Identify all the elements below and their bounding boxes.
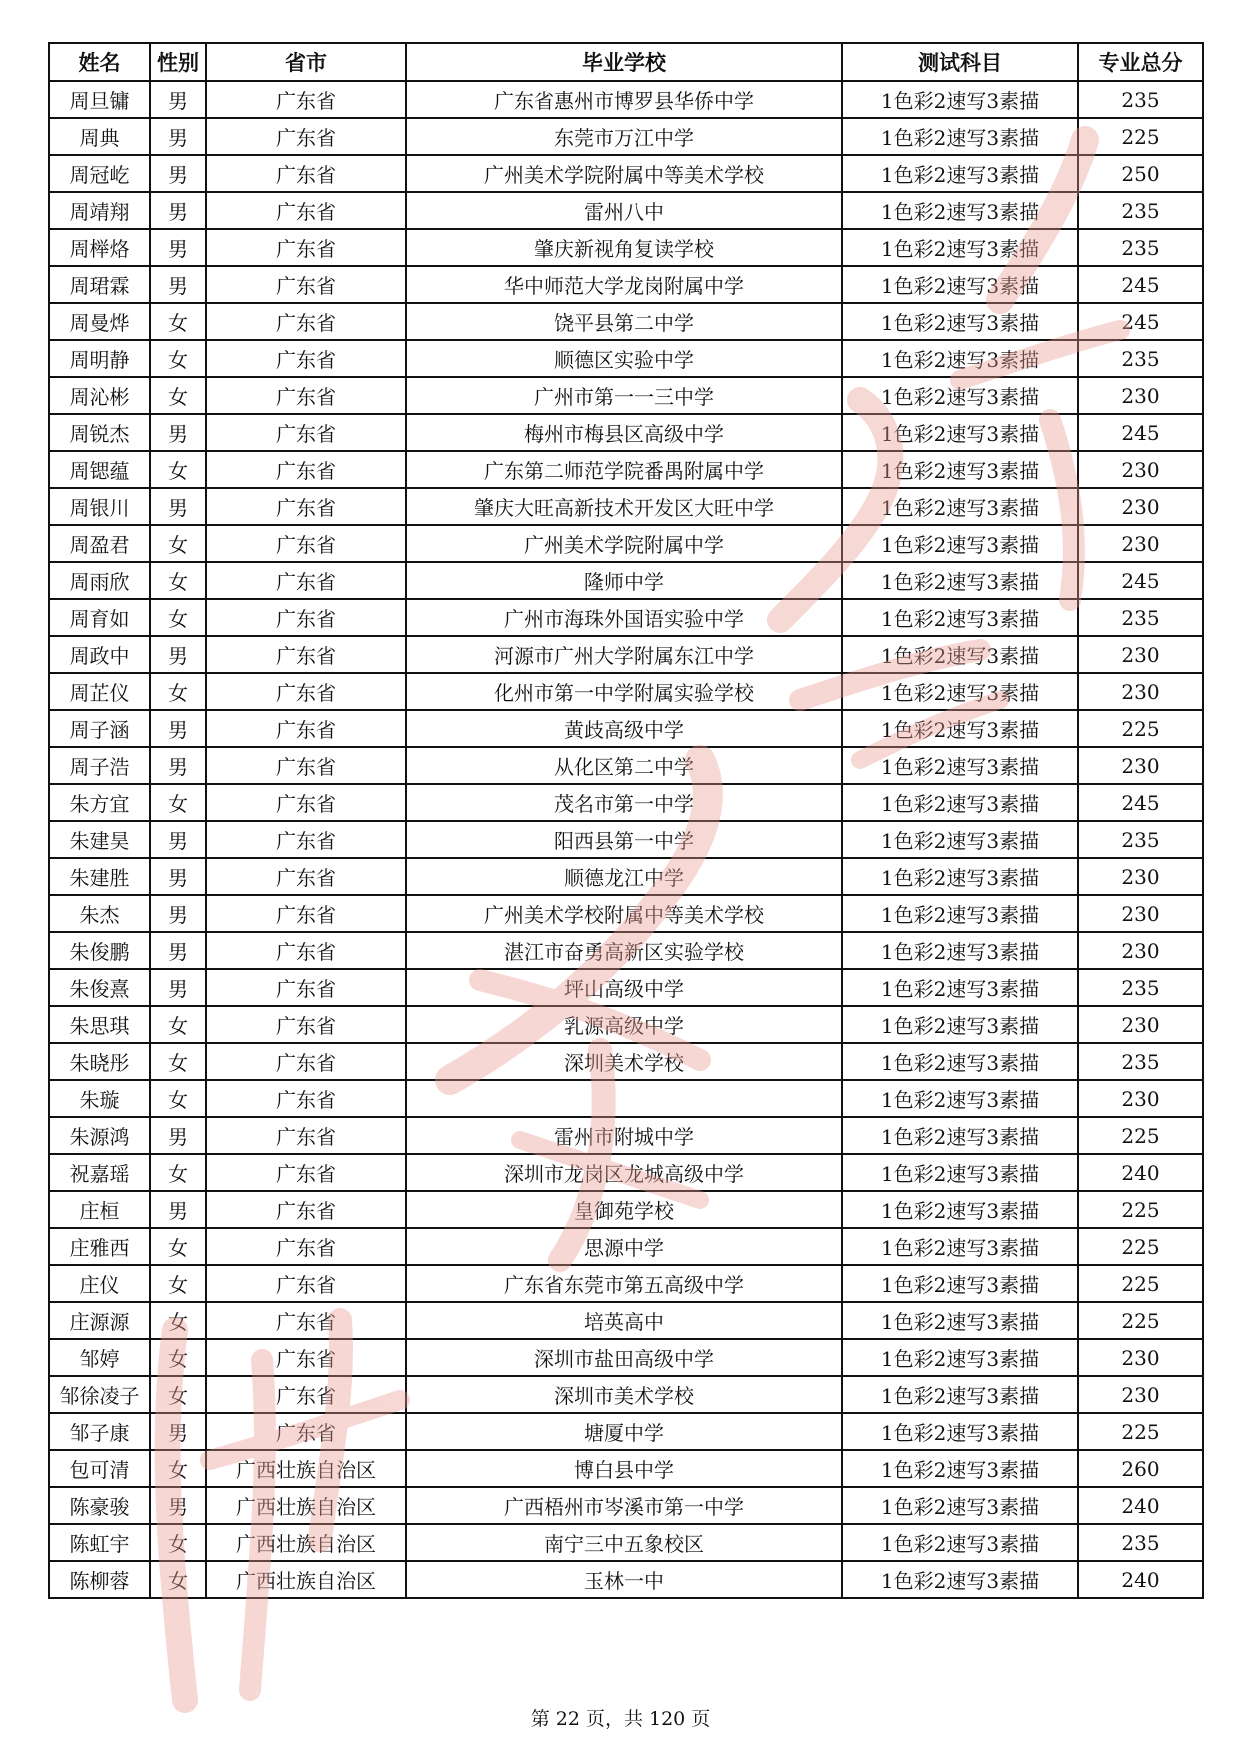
cell-name: 周曼烨 xyxy=(49,303,150,340)
table-row xyxy=(49,118,1203,155)
cell-subjects: 1色彩2速写3素描 xyxy=(842,895,1078,932)
cell-school: 肇庆新视角复读学校 xyxy=(406,229,842,266)
cell-province: 广东省 xyxy=(206,1302,406,1339)
cell-province: 广东省 xyxy=(206,562,406,599)
cell-province: 广东省 xyxy=(206,1080,406,1117)
cell-total-score: 230 xyxy=(1078,747,1203,784)
cell-gender: 女 xyxy=(150,1376,206,1413)
table-row xyxy=(49,525,1203,562)
cell-province: 广西壮族自治区 xyxy=(206,1487,406,1524)
cell-name: 陈虹宇 xyxy=(49,1524,150,1561)
cell-gender: 女 xyxy=(150,1450,206,1487)
cell-subjects: 1色彩2速写3素描 xyxy=(842,562,1078,599)
cell-name: 周旦镛 xyxy=(49,81,150,118)
table-row xyxy=(49,747,1203,784)
cell-total-score: 235 xyxy=(1078,1043,1203,1080)
cell-name: 朱源鸿 xyxy=(49,1117,150,1154)
cell-name: 周银川 xyxy=(49,488,150,525)
cell-school: 广州美术学院附属中学 xyxy=(406,525,842,562)
cell-name: 朱方宜 xyxy=(49,784,150,821)
cell-name: 庄仪 xyxy=(49,1265,150,1302)
table-row xyxy=(49,1524,1203,1561)
cell-school: 阳西县第一中学 xyxy=(406,821,842,858)
cell-total-score: 225 xyxy=(1078,1228,1203,1265)
table-row xyxy=(49,303,1203,340)
cell-school: 广西梧州市岑溪市第一中学 xyxy=(406,1487,842,1524)
cell-gender: 女 xyxy=(150,1265,206,1302)
cell-province: 广东省 xyxy=(206,858,406,895)
cell-gender: 女 xyxy=(150,784,206,821)
cell-gender: 女 xyxy=(150,303,206,340)
cell-subjects: 1色彩2速写3素描 xyxy=(842,1450,1078,1487)
cell-name: 周冠屹 xyxy=(49,155,150,192)
table-row xyxy=(49,1413,1203,1450)
cell-name: 周育如 xyxy=(49,599,150,636)
cell-name: 周典 xyxy=(49,118,150,155)
cell-school: 茂名市第一中学 xyxy=(406,784,842,821)
cell-gender: 男 xyxy=(150,710,206,747)
cell-name: 朱思琪 xyxy=(49,1006,150,1043)
cell-name: 周雨欣 xyxy=(49,562,150,599)
cell-gender: 男 xyxy=(150,266,206,303)
cell-school: 东莞市万江中学 xyxy=(406,118,842,155)
cell-province: 广东省 xyxy=(206,229,406,266)
cell-gender: 女 xyxy=(150,1154,206,1191)
cell-subjects: 1色彩2速写3素描 xyxy=(842,1191,1078,1228)
cell-gender: 男 xyxy=(150,229,206,266)
cell-school: 河源市广州大学附属东江中学 xyxy=(406,636,842,673)
cell-subjects: 1色彩2速写3素描 xyxy=(842,932,1078,969)
cell-total-score: 240 xyxy=(1078,1154,1203,1191)
cell-gender: 男 xyxy=(150,1191,206,1228)
cell-school: 深圳市美术学校 xyxy=(406,1376,842,1413)
cell-province: 广东省 xyxy=(206,488,406,525)
cell-gender: 男 xyxy=(150,747,206,784)
cell-total-score: 230 xyxy=(1078,858,1203,895)
table-row xyxy=(49,821,1203,858)
cell-subjects: 1色彩2速写3素描 xyxy=(842,1524,1078,1561)
cell-school: 坪山高级中学 xyxy=(406,969,842,1006)
cell-name: 周锶蕴 xyxy=(49,451,150,488)
cell-subjects: 1色彩2速写3素描 xyxy=(842,673,1078,710)
cell-total-score: 230 xyxy=(1078,932,1203,969)
cell-school: 广东省东莞市第五高级中学 xyxy=(406,1265,842,1302)
cell-gender: 女 xyxy=(150,1043,206,1080)
cell-total-score: 240 xyxy=(1078,1487,1203,1524)
cell-gender: 女 xyxy=(150,1006,206,1043)
cell-gender: 男 xyxy=(150,488,206,525)
cell-subjects: 1色彩2速写3素描 xyxy=(842,118,1078,155)
cell-subjects: 1色彩2速写3素描 xyxy=(842,1487,1078,1524)
cell-school: 广州美术学校附属中等美术学校 xyxy=(406,895,842,932)
cell-gender: 女 xyxy=(150,1339,206,1376)
cell-total-score: 230 xyxy=(1078,1080,1203,1117)
cell-name: 邹婷 xyxy=(49,1339,150,1376)
cell-school: 黄歧高级中学 xyxy=(406,710,842,747)
cell-name: 周珺霖 xyxy=(49,266,150,303)
table-body xyxy=(49,81,1203,1598)
table-row xyxy=(49,155,1203,192)
cell-school: 梅州市梅县区高级中学 xyxy=(406,414,842,451)
cell-subjects: 1色彩2速写3素描 xyxy=(842,229,1078,266)
cell-school: 深圳市龙岗区龙城高级中学 xyxy=(406,1154,842,1191)
cell-name: 周政中 xyxy=(49,636,150,673)
table-row xyxy=(49,377,1203,414)
cell-total-score: 225 xyxy=(1078,1302,1203,1339)
table-row xyxy=(49,710,1203,747)
cell-name: 周盈君 xyxy=(49,525,150,562)
cell-total-score: 235 xyxy=(1078,81,1203,118)
cell-school: 化州市第一中学附属实验学校 xyxy=(406,673,842,710)
cell-province: 广东省 xyxy=(206,969,406,1006)
cell-total-score: 230 xyxy=(1078,488,1203,525)
cell-province: 广东省 xyxy=(206,525,406,562)
cell-total-score: 250 xyxy=(1078,155,1203,192)
cell-school: 顺德区实验中学 xyxy=(406,340,842,377)
cell-gender: 女 xyxy=(150,1228,206,1265)
cell-name: 周明静 xyxy=(49,340,150,377)
cell-total-score: 225 xyxy=(1078,118,1203,155)
cell-province: 广东省 xyxy=(206,1043,406,1080)
cell-subjects: 1色彩2速写3素描 xyxy=(842,1302,1078,1339)
cell-gender: 男 xyxy=(150,858,206,895)
cell-total-score: 225 xyxy=(1078,1265,1203,1302)
cell-total-score: 230 xyxy=(1078,1376,1203,1413)
cell-gender: 女 xyxy=(150,1080,206,1117)
cell-school: 广东省惠州市博罗县华侨中学 xyxy=(406,81,842,118)
cell-subjects: 1色彩2速写3素描 xyxy=(842,858,1078,895)
cell-gender: 男 xyxy=(150,81,206,118)
cell-subjects: 1色彩2速写3素描 xyxy=(842,525,1078,562)
cell-school: 雷州八中 xyxy=(406,192,842,229)
cell-province: 广西壮族自治区 xyxy=(206,1524,406,1561)
table-row xyxy=(49,192,1203,229)
cell-subjects: 1色彩2速写3素描 xyxy=(842,1080,1078,1117)
cell-total-score: 245 xyxy=(1078,414,1203,451)
cell-total-score: 230 xyxy=(1078,1339,1203,1376)
cell-total-score: 235 xyxy=(1078,1524,1203,1561)
cell-province: 广东省 xyxy=(206,1413,406,1450)
cell-subjects: 1色彩2速写3素描 xyxy=(842,303,1078,340)
table-row xyxy=(49,636,1203,673)
cell-gender: 女 xyxy=(150,673,206,710)
cell-total-score: 235 xyxy=(1078,599,1203,636)
cell-school: 广州市第一一三中学 xyxy=(406,377,842,414)
table-row xyxy=(49,784,1203,821)
cell-name: 祝嘉瑶 xyxy=(49,1154,150,1191)
table-row xyxy=(49,266,1203,303)
cell-gender: 男 xyxy=(150,1413,206,1450)
table-row xyxy=(49,858,1203,895)
header-subjects: 测试科目 xyxy=(842,43,1078,81)
cell-subjects: 1色彩2速写3素描 xyxy=(842,1376,1078,1413)
cell-gender: 男 xyxy=(150,821,206,858)
cell-province: 广东省 xyxy=(206,340,406,377)
cell-subjects: 1色彩2速写3素描 xyxy=(842,710,1078,747)
cell-school: 皇御苑学校 xyxy=(406,1191,842,1228)
cell-gender: 女 xyxy=(150,451,206,488)
cell-total-score: 235 xyxy=(1078,192,1203,229)
cell-subjects: 1色彩2速写3素描 xyxy=(842,969,1078,1006)
table-row xyxy=(49,1450,1203,1487)
table-row xyxy=(49,1006,1203,1043)
table-row xyxy=(49,1487,1203,1524)
header-total-score: 专业总分 xyxy=(1078,43,1203,81)
cell-province: 广东省 xyxy=(206,932,406,969)
cell-total-score: 235 xyxy=(1078,229,1203,266)
cell-total-score: 245 xyxy=(1078,562,1203,599)
cell-gender: 男 xyxy=(150,155,206,192)
cell-total-score: 230 xyxy=(1078,673,1203,710)
cell-province: 广西壮族自治区 xyxy=(206,1450,406,1487)
cell-gender: 男 xyxy=(150,414,206,451)
cell-total-score: 230 xyxy=(1078,377,1203,414)
cell-name: 庄雅西 xyxy=(49,1228,150,1265)
cell-province: 广东省 xyxy=(206,747,406,784)
table-row xyxy=(49,1117,1203,1154)
table-row xyxy=(49,451,1203,488)
cell-total-score: 230 xyxy=(1078,895,1203,932)
cell-total-score: 230 xyxy=(1078,1006,1203,1043)
table-row xyxy=(49,1339,1203,1376)
table-row xyxy=(49,81,1203,118)
cell-school: 深圳市盐田高级中学 xyxy=(406,1339,842,1376)
cell-school: 肇庆大旺高新技术开发区大旺中学 xyxy=(406,488,842,525)
cell-school xyxy=(406,1080,842,1117)
table-row xyxy=(49,1228,1203,1265)
cell-province: 广西壮族自治区 xyxy=(206,1561,406,1598)
cell-school: 雷州市附城中学 xyxy=(406,1117,842,1154)
cell-subjects: 1色彩2速写3素描 xyxy=(842,1265,1078,1302)
cell-name: 陈豪骏 xyxy=(49,1487,150,1524)
cell-subjects: 1色彩2速写3素描 xyxy=(842,192,1078,229)
cell-subjects: 1色彩2速写3素描 xyxy=(842,266,1078,303)
cell-province: 广东省 xyxy=(206,784,406,821)
cell-school: 华中师范大学龙岗附属中学 xyxy=(406,266,842,303)
cell-subjects: 1色彩2速写3素描 xyxy=(842,784,1078,821)
cell-subjects: 1色彩2速写3素描 xyxy=(842,340,1078,377)
cell-school: 乳源高级中学 xyxy=(406,1006,842,1043)
cell-province: 广东省 xyxy=(206,1154,406,1191)
cell-name: 朱杰 xyxy=(49,895,150,932)
cell-province: 广东省 xyxy=(206,1265,406,1302)
cell-subjects: 1色彩2速写3素描 xyxy=(842,821,1078,858)
table-row xyxy=(49,1265,1203,1302)
cell-gender: 女 xyxy=(150,340,206,377)
cell-total-score: 235 xyxy=(1078,340,1203,377)
table-row xyxy=(49,1080,1203,1117)
cell-gender: 女 xyxy=(150,377,206,414)
cell-subjects: 1色彩2速写3素描 xyxy=(842,1228,1078,1265)
cell-total-score: 230 xyxy=(1078,451,1203,488)
cell-gender: 男 xyxy=(150,192,206,229)
cell-school: 南宁三中五象校区 xyxy=(406,1524,842,1561)
cell-name: 邹子康 xyxy=(49,1413,150,1450)
cell-province: 广东省 xyxy=(206,414,406,451)
cell-gender: 女 xyxy=(150,562,206,599)
cell-total-score: 225 xyxy=(1078,1117,1203,1154)
cell-gender: 男 xyxy=(150,932,206,969)
table-row xyxy=(49,1043,1203,1080)
table-row xyxy=(49,229,1203,266)
cell-gender: 女 xyxy=(150,525,206,562)
cell-name: 朱建胜 xyxy=(49,858,150,895)
cell-total-score: 245 xyxy=(1078,303,1203,340)
cell-province: 广东省 xyxy=(206,155,406,192)
cell-subjects: 1色彩2速写3素描 xyxy=(842,414,1078,451)
results-table xyxy=(48,42,1204,1599)
cell-province: 广东省 xyxy=(206,81,406,118)
cell-school: 塘厦中学 xyxy=(406,1413,842,1450)
table-row xyxy=(49,1561,1203,1598)
table-row xyxy=(49,932,1203,969)
cell-name: 邹徐凌子 xyxy=(49,1376,150,1413)
cell-subjects: 1色彩2速写3素描 xyxy=(842,1117,1078,1154)
cell-subjects: 1色彩2速写3素描 xyxy=(842,1154,1078,1191)
cell-school: 深圳美术学校 xyxy=(406,1043,842,1080)
cell-province: 广东省 xyxy=(206,303,406,340)
cell-name: 朱璇 xyxy=(49,1080,150,1117)
cell-name: 周芷仪 xyxy=(49,673,150,710)
page-footer: 第 22 页，共 120 页 xyxy=(530,1708,711,1730)
cell-school: 博白县中学 xyxy=(406,1450,842,1487)
cell-school: 培英高中 xyxy=(406,1302,842,1339)
cell-subjects: 1色彩2速写3素描 xyxy=(842,599,1078,636)
cell-school: 隆师中学 xyxy=(406,562,842,599)
cell-province: 广东省 xyxy=(206,673,406,710)
cell-province: 广东省 xyxy=(206,1339,406,1376)
cell-province: 广东省 xyxy=(206,266,406,303)
cell-name: 朱俊熹 xyxy=(49,969,150,1006)
cell-gender: 男 xyxy=(150,636,206,673)
cell-subjects: 1色彩2速写3素描 xyxy=(842,1006,1078,1043)
table-header-row xyxy=(49,43,1203,81)
cell-gender: 女 xyxy=(150,599,206,636)
table-row xyxy=(49,1154,1203,1191)
table-row xyxy=(49,969,1203,1006)
cell-province: 广东省 xyxy=(206,1117,406,1154)
cell-total-score: 240 xyxy=(1078,1561,1203,1598)
cell-subjects: 1色彩2速写3素描 xyxy=(842,747,1078,784)
cell-province: 广东省 xyxy=(206,1006,406,1043)
cell-subjects: 1色彩2速写3素描 xyxy=(842,488,1078,525)
cell-name: 周锐杰 xyxy=(49,414,150,451)
cell-gender: 男 xyxy=(150,1487,206,1524)
cell-province: 广东省 xyxy=(206,895,406,932)
table-row xyxy=(49,673,1203,710)
cell-school: 广州美术学院附属中等美术学校 xyxy=(406,155,842,192)
cell-subjects: 1色彩2速写3素描 xyxy=(842,81,1078,118)
cell-school: 玉林一中 xyxy=(406,1561,842,1598)
cell-name: 周榉烙 xyxy=(49,229,150,266)
cell-gender: 男 xyxy=(150,895,206,932)
cell-total-score: 230 xyxy=(1078,525,1203,562)
cell-name: 周靖翔 xyxy=(49,192,150,229)
cell-subjects: 1色彩2速写3素描 xyxy=(842,1561,1078,1598)
header-name: 姓名 xyxy=(49,43,150,81)
cell-province: 广东省 xyxy=(206,1376,406,1413)
cell-name: 周子涵 xyxy=(49,710,150,747)
cell-school: 顺德龙江中学 xyxy=(406,858,842,895)
table-row xyxy=(49,1376,1203,1413)
cell-subjects: 1色彩2速写3素描 xyxy=(842,1413,1078,1450)
cell-name: 朱建昊 xyxy=(49,821,150,858)
table-row xyxy=(49,414,1203,451)
cell-province: 广东省 xyxy=(206,1191,406,1228)
cell-name: 周子浩 xyxy=(49,747,150,784)
cell-name: 陈柳蓉 xyxy=(49,1561,150,1598)
table-row xyxy=(49,1302,1203,1339)
cell-subjects: 1色彩2速写3素描 xyxy=(842,636,1078,673)
cell-province: 广东省 xyxy=(206,636,406,673)
cell-gender: 女 xyxy=(150,1561,206,1598)
cell-name: 朱俊鹏 xyxy=(49,932,150,969)
cell-total-score: 230 xyxy=(1078,636,1203,673)
cell-name: 庄源源 xyxy=(49,1302,150,1339)
cell-province: 广东省 xyxy=(206,821,406,858)
cell-school: 广东第二师范学院番禺附属中学 xyxy=(406,451,842,488)
cell-province: 广东省 xyxy=(206,1228,406,1265)
table-row xyxy=(49,562,1203,599)
cell-province: 广东省 xyxy=(206,192,406,229)
table-row xyxy=(49,488,1203,525)
cell-name: 庄桓 xyxy=(49,1191,150,1228)
cell-total-score: 225 xyxy=(1078,1191,1203,1228)
cell-total-score: 245 xyxy=(1078,266,1203,303)
cell-school: 从化区第二中学 xyxy=(406,747,842,784)
cell-gender: 男 xyxy=(150,969,206,1006)
cell-name: 包可清 xyxy=(49,1450,150,1487)
cell-name: 周沁彬 xyxy=(49,377,150,414)
cell-subjects: 1色彩2速写3素描 xyxy=(842,377,1078,414)
cell-total-score: 235 xyxy=(1078,821,1203,858)
cell-total-score: 225 xyxy=(1078,1413,1203,1450)
cell-province: 广东省 xyxy=(206,710,406,747)
cell-total-score: 260 xyxy=(1078,1450,1203,1487)
header-school: 毕业学校 xyxy=(406,43,842,81)
cell-school: 饶平县第二中学 xyxy=(406,303,842,340)
cell-total-score: 235 xyxy=(1078,969,1203,1006)
table-row xyxy=(49,340,1203,377)
cell-school: 思源中学 xyxy=(406,1228,842,1265)
cell-total-score: 225 xyxy=(1078,710,1203,747)
cell-name: 朱晓彤 xyxy=(49,1043,150,1080)
cell-total-score: 245 xyxy=(1078,784,1203,821)
cell-subjects: 1色彩2速写3素描 xyxy=(842,1339,1078,1376)
cell-province: 广东省 xyxy=(206,599,406,636)
cell-gender: 男 xyxy=(150,1117,206,1154)
header-gender: 性别 xyxy=(150,43,206,81)
cell-province: 广东省 xyxy=(206,377,406,414)
cell-gender: 女 xyxy=(150,1524,206,1561)
cell-school: 广州市海珠外国语实验中学 xyxy=(406,599,842,636)
cell-school: 湛江市奋勇高新区实验学校 xyxy=(406,932,842,969)
cell-gender: 男 xyxy=(150,118,206,155)
table-row xyxy=(49,1191,1203,1228)
header-province: 省市 xyxy=(206,43,406,81)
cell-gender: 女 xyxy=(150,1302,206,1339)
table-row xyxy=(49,599,1203,636)
table-row xyxy=(49,895,1203,932)
cell-subjects: 1色彩2速写3素描 xyxy=(842,451,1078,488)
cell-province: 广东省 xyxy=(206,451,406,488)
cell-subjects: 1色彩2速写3素描 xyxy=(842,155,1078,192)
cell-province: 广东省 xyxy=(206,118,406,155)
cell-subjects: 1色彩2速写3素描 xyxy=(842,1043,1078,1080)
